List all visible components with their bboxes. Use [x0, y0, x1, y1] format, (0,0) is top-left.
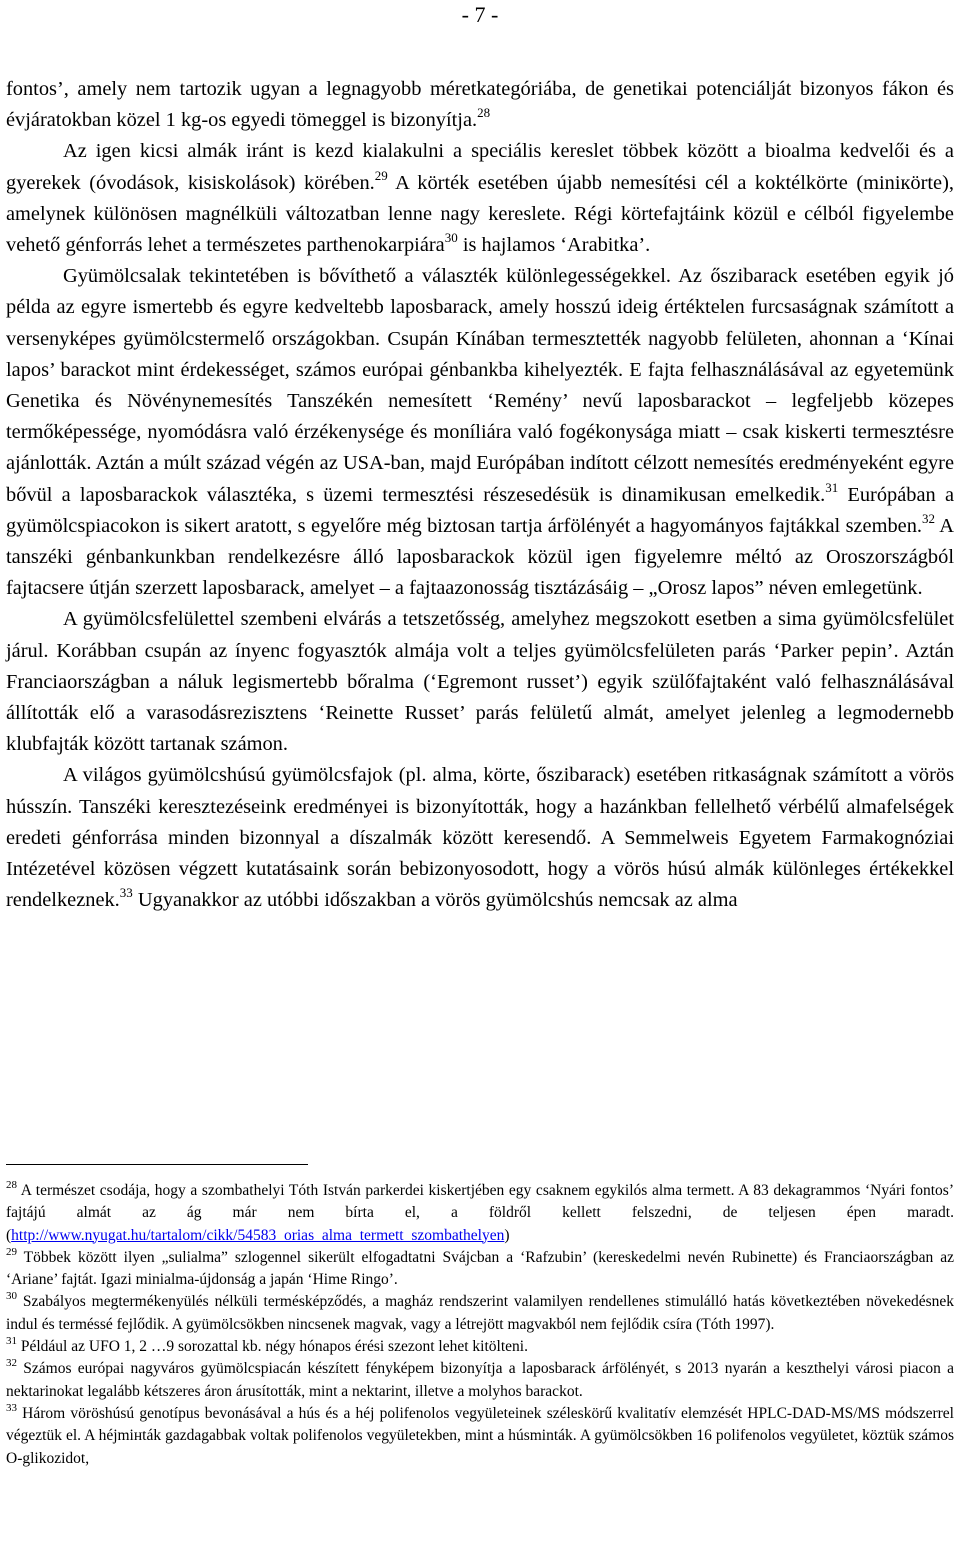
footnote-number: 30: [6, 1290, 17, 1303]
footnote-number: 31: [6, 1335, 17, 1348]
footnote-28: [6, 1180, 954, 1247]
text: fontos’, amely nem tartozik ugyan a legnagyobb méretkategóriába, de genetikai potenciálját bizonyos fákon és évjáratokban közel 1 kg-os egyedi tömeggel is bizonyítja.: [6, 78, 954, 132]
text: A körték esetében újabb nemesítési cél a koktélkörte (miniкörte), amelynek különösen magnélküli változatban lenne nagy kereslete. Régi körtefajtáink közül e célból figyelembe vehető génforrás lehet a természetes parthenokarpiára: [6, 171, 954, 257]
footnote-text: ): [504, 1226, 510, 1244]
paragraph-3: [6, 261, 954, 604]
text: A gyümölcsfelülettel szembeni elvárás a tetszetősség, amelyhez megszokott esetben a sima gyümölcsfelület járul. Korábban csupán az ínyenc fogyasztók almája volt a teljes gyümölcsfelületen parás ‘Parker pepin’. Aztán Franciaországban a náluk legismertebb bőralma (‘Egremont russet’) egyik szülőfajtaként való felhasználásával állították elő a varasodásrezisztens ‘Reinette Russet’ parás felületű almát, amelyet jelenleg a legmodernebb klubfajták között tartanak számon.: [6, 608, 954, 756]
footnote-text: Szabályos megtermékenyülés nélküli termésképződés, a magház rendszerint valamilyen rendellenes stimulálló hatás következtében növekedésnek indul és terméssé fejlődik. A gyümölcsökben nincsenek magvak, vagy a létrejött magvakból nem fejlődik csíra (Tóth 1997).: [6, 1293, 954, 1333]
footnote-31: [6, 1336, 954, 1358]
footnote-ref-33[interactable]: 33: [119, 885, 133, 901]
body-text: [6, 74, 954, 916]
text: Az igen kicsi almák iránt is kezd kialakulni a speciális kereslet többek között a bioalma kedvelői és a gyerekek (óvodások, kisiskolások) körében.: [6, 140, 954, 194]
paragraph-2: [6, 136, 954, 261]
source-link[interactable]: http://www.nyugat.hu/tartalom/cikk/54583_orias_alma_termett_szombathelyen: [11, 1226, 505, 1244]
footnote-text: Például az UFO 1, 2 …9 sorozattal kb. négy hónapos érési szezont lehet kitölteni.: [17, 1338, 528, 1356]
footnote-ref-29[interactable]: 29: [374, 167, 388, 183]
footnote-ref-28[interactable]: 28: [477, 105, 491, 121]
footnote-ref-32[interactable]: 32: [922, 510, 935, 526]
footnote-text: Három vöröshúsú genotípus bevonásával a hús és a héj polifenolos vegyületeinek széleskörű kvalitatív elemzését HPLC-DAD-MS/MS módszerrel végeztük el. A héjmінták gazdagabbak voltak polifenolos vegyületekben, mint a húsminták. A gyümölcsökben 16 polifenolos vegyületet, köztük számos O-glikozidot,: [6, 1404, 954, 1467]
footnote-text: Számos európai nagyváros gyümölcspiacán készített fényképem bizonyítja a laposbarack árfölényét, s 2013 nyarán a keszthelyi városi piacon a nektarinokat legalább kétszeres áron árusították, mint a nektarint, illetve a molyhos barackot.: [6, 1360, 954, 1400]
text: Európában a gyümölcspiacokon is sikert aratott, s egyelőre még biztosan tartja árfölényét a hagyományos fajtákkal szemben.: [6, 483, 954, 537]
paragraph-5: [6, 760, 954, 916]
footnote-32: [6, 1358, 954, 1403]
paragraph-4: [6, 604, 954, 760]
footnote-30: [6, 1291, 954, 1336]
footnote-number: 29: [6, 1245, 17, 1258]
footnote-number: 32: [6, 1357, 17, 1370]
text: A tanszéki génbankunkban rendelkezésre álló laposbarackok közül igen figyelemre méltó az Oroszországból fajtacsere útján szerzett laposbarack, amelyet – a fajtaazonosság tisztázásáig – „Orosz lapos” néven emlegetünk.: [6, 514, 954, 600]
footnote-number: 33: [6, 1401, 17, 1414]
footnote-text: A természet csodája, hogy a szombathelyi Tóth István parkerdei kiskertjében egy csaknem egykilós alma termett. A 83 dekagrammos ‘Nyári fontos’ fajtájú almát az ág már nem bírta el, a földről kellett felszedni, de teljesen épen maradt. (: [6, 1182, 954, 1244]
footnote-number: 28: [6, 1179, 17, 1191]
paragraph-1: [6, 74, 954, 136]
text: Ugyanakkor az utóbbi időszakban a vörös gyümölcshús nemcsak az alma: [132, 889, 738, 912]
footnote-text: Többek között ilyen „sulialma” szlogennel sikerült elfogadtatni Svájcban a ‘Rafzubin’ (kereskedelmi nevén Rubinette) és Franciaországban az ‘Ariane’ fajtát. Igazi minialma-újdonság a japán ‘Hime Ringo’.: [6, 1248, 954, 1289]
page-number: - 7 -: [461, 2, 499, 27]
text: Gyümölcsalak tekintetében is bővíthető a választék különlegességekkel. Az őszibarack esetében egyik jó példa az egyre ismertebb és egyre kedveltebb laposbarack, amely hosszú ideig értéktelen furcsaságnak számított a versenyképes gyümölcstermelő országokban. Csupán Kínában termesztették nagyobb felületen, ahonnan a ‘Kínai lapos’ barackot mint érdekességet, számos európai génbankba kihelyezték. E fajta felhasználásával az egyetemünk Genetika és Növénynemesítés Tanszékén nemesített ‘Remény’ nevű laposbarackot – legfeljebb közepes termőképessége, nyomódásra való érzékenysége és moníliára való fogékonysága miatt – csak kiskerti termesztésre ajánlották. Aztán a múlt század végén az USA-ban, majd Európában indított célzott nemesítés eredményeként egyre bővül a laposbarackok választéka, s üzemi termesztési részesedésük is dinamikusan emelkedik.: [6, 265, 954, 506]
text: is hajlamos ‘Arabitka’.: [457, 234, 651, 257]
footnote-separator: [6, 1164, 308, 1165]
footnote-ref-30[interactable]: 30: [444, 230, 458, 246]
footnote-29: [6, 1247, 954, 1292]
footnote-ref-31[interactable]: 31: [825, 479, 839, 495]
footnotes: [6, 1180, 954, 1470]
text: A világos gyümölcshúsú gyümölcsfajok (pl. alma, körte, őszibarack) esetében ritkaságnak számított a vörös hússzín. Tanszéki keresztezéseink eredményei is bizonyították, hogy a hazánkban fellelhető vérbélű almafelségek eredeti génforrása minden bizonnyal a díszalmák között keresendő. A Semmelweis Egyetem Farmakognóziai Intézetével közösen végzett kutatásaink során bebizonyosodott, hogy a vörös húsú almák különleges értékekkel rendelkeznek.: [6, 764, 954, 912]
footnote-33: [6, 1403, 954, 1470]
